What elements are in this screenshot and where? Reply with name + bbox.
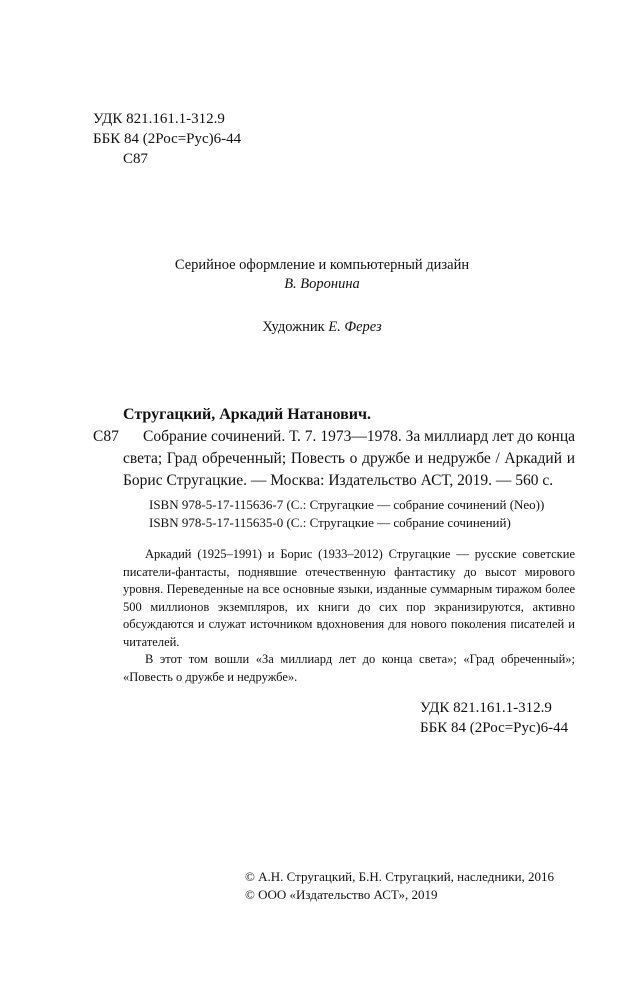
isbn-list [93, 496, 575, 532]
catalog-description-block [93, 426, 575, 492]
series-design-credit [0, 256, 644, 294]
artist-name: Е. Ферез [328, 319, 382, 335]
isbn-line: ISBN 978-5-17-115635-0 (С.: Стругацкие — собрание сочинений) [149, 515, 511, 530]
catalog-author: Стругацкий, Аркадий Натанович. [123, 406, 371, 423]
annotation [93, 546, 575, 686]
artist-credit [0, 318, 644, 337]
udk-code: УДК 821.161.1-312.9 [93, 111, 225, 127]
copyright-line: © А.Н. Стругацкий, Б.Н. Стругацкий, наследники, 2016 [245, 869, 555, 884]
copyright-line: © ООО «Издательство АСТ», 2019 [245, 887, 438, 902]
annotation-paragraph: В этот том вошли «За миллиард лет до конца света»; «Град обреченный»; «Повесть о дружбе и недружбе». [123, 652, 575, 684]
series-design-line: Серийное оформление и компьютерный дизайн [174, 257, 470, 273]
annotation-paragraph: Аркадий (1925–1991) и Борис (1933–2012) Стругацкие — русские советские писатели-фантасты, поднявшие отечественную фантастику до высот мирового уровня. Переведенные на все основные языки, изданные суммарным тиражом более 500 миллионов экземпляров, их книги до сих пор экранизируются, активно обсуждаются и служат источником вдохновения для нового поколения писателей и читателей. [123, 547, 575, 649]
classification-header [93, 109, 241, 169]
author-mark: С87 [123, 151, 149, 167]
classification-footer [420, 698, 575, 738]
isbn-line: ISBN 978-5-17-115636-7 (С.: Стругацкие — собрание сочинений (Neo)) [149, 497, 545, 512]
bbk-code: ББК 84 (2Рос=Рус)6-44 [93, 131, 242, 147]
copyright-notices [245, 868, 554, 904]
catalog-description: Собрание сочинений. Т. 7. 1973—1978. За миллиард лет до конца света; Град обреченный; Повесть о дружбе и недружбе / Аркадий и Борис Стругацкие. — Москва: Издательство АСТ, 2019. — 560 с. [123, 428, 575, 489]
udk-code-bottom: УДК 821.161.1-312.9 [420, 700, 552, 716]
catalog-author-mark: С87 [93, 428, 119, 445]
series-designer-name: В. Воронина [284, 276, 360, 292]
bbk-code-bottom: ББК 84 (2Рос=Рус)6-44 [420, 720, 569, 736]
catalog-record [93, 404, 575, 738]
artist-label: Художник [262, 319, 325, 335]
